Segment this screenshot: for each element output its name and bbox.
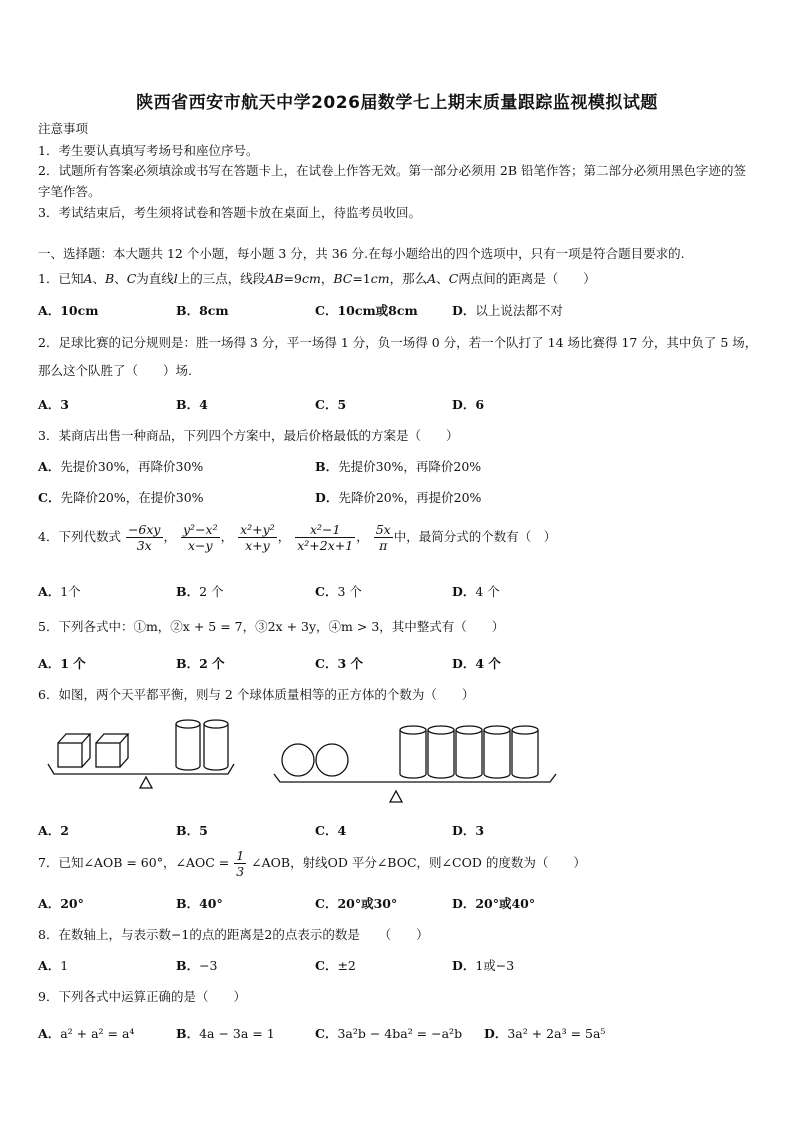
sphere	[316, 744, 348, 776]
option-label: A．	[38, 958, 61, 973]
q8-option-c[interactable]	[315, 958, 356, 974]
q8-option-b[interactable]	[176, 958, 218, 974]
q2-option-d[interactable]	[452, 397, 484, 413]
q1-segment-ab: AB	[265, 271, 284, 286]
option-text: 2 个	[199, 656, 225, 671]
option-text: 20°或40°	[475, 896, 536, 911]
option-label: C．	[315, 823, 338, 838]
q1-part: =1	[352, 271, 371, 286]
fraction	[238, 522, 277, 553]
option-label: C．	[38, 490, 61, 505]
option-text: 3	[475, 823, 485, 838]
cube	[58, 734, 90, 767]
option-text: 先降价20%，再提价20%	[338, 490, 482, 505]
option-label: B．	[176, 823, 200, 838]
question-9: 9．下列各式中运算正确的是（ ）	[38, 989, 246, 1004]
option-text: 8cm	[199, 303, 229, 318]
option-label: D．	[315, 490, 339, 505]
option-text: 1或−3	[475, 958, 515, 973]
option-text: 2 个	[199, 584, 224, 599]
q7-part: ∠AOB，射线OD 平分∠BOC，则∠COD 的度数为（ ）	[251, 855, 586, 870]
option-text: 先降价20%，在提价30%	[60, 490, 204, 505]
denominator: 3x	[136, 538, 152, 553]
notice-item-2: 2．试题所有答案必须填涂或书写在答题卡上，在试卷上作答无效。第一部分必须用 2B 铅笔作答；第二部分必须用黑色字迹的签字笔作答。	[38, 163, 747, 199]
option-label: A．	[38, 303, 61, 318]
q1-part: 两点间的距离是（ ）	[458, 271, 596, 286]
sphere	[282, 744, 314, 776]
option-label: C．	[315, 1026, 338, 1041]
option-text: 以上说法都不对	[475, 303, 563, 318]
q6-option-a[interactable]	[38, 823, 69, 839]
q6-option-c[interactable]	[315, 823, 346, 839]
q4-option-c[interactable]	[315, 584, 362, 600]
q4-option-b[interactable]	[176, 584, 224, 600]
numerator: y²−x²	[183, 522, 218, 537]
separator: ，	[163, 529, 177, 544]
option-text: 2	[60, 823, 69, 838]
numerator: 1	[236, 848, 245, 863]
q1-part: 、	[114, 271, 127, 286]
q1-option-a[interactable]	[38, 303, 98, 319]
option-label: C．	[315, 896, 338, 911]
option-text: 3	[60, 397, 69, 412]
question-8: 8．在数轴上，与表示数−1的点的距离是2的点表示的数是 （ ）	[38, 927, 429, 942]
option-label: C．	[315, 958, 338, 973]
cylinder	[176, 720, 200, 770]
denominator: 3	[236, 864, 245, 879]
q7-option-b[interactable]	[176, 896, 223, 912]
option-label: A．	[38, 397, 61, 412]
fulcrum-triangle	[140, 777, 152, 788]
q6-option-d[interactable]	[452, 823, 484, 839]
cylinder	[484, 726, 510, 778]
option-text: 1	[60, 958, 69, 973]
option-text: 3a² + 2a³ = 5a⁵	[507, 1026, 606, 1041]
q1-part: =9	[283, 271, 302, 286]
option-label: D．	[452, 656, 476, 671]
q7-option-d[interactable]	[452, 896, 535, 912]
option-text: −3	[199, 958, 218, 973]
option-text: 4	[199, 397, 208, 412]
question-7	[38, 848, 586, 879]
q5-option-c[interactable]	[315, 656, 363, 672]
q1-part: ，	[320, 271, 334, 286]
question-6: 6．如图，两个天平都平衡，则与 2 个球体质量相等的正方体的个数为（ ）	[38, 687, 475, 702]
option-label: C．	[315, 303, 338, 318]
q3-option-a[interactable]	[38, 459, 203, 475]
option-label: D．	[452, 303, 476, 318]
q1-part: 、	[92, 271, 105, 286]
option-text: 40°	[199, 896, 223, 911]
q5-option-a[interactable]	[38, 656, 86, 672]
balance-figure	[40, 710, 760, 810]
q5-option-b[interactable]	[176, 656, 225, 672]
question-3: 3．某商店出售一种商品，下列四个方案中，最后价格最低的方案是（ ）	[38, 428, 459, 443]
notice-heading: 注意事项	[38, 121, 89, 136]
q3-option-d[interactable]	[315, 490, 481, 506]
option-label: B．	[315, 459, 339, 474]
option-label: B．	[176, 303, 200, 318]
q1-point-c: C	[126, 271, 137, 286]
fulcrum-triangle	[390, 791, 402, 802]
option-text: 1 个	[60, 656, 86, 671]
q2-option-b[interactable]	[176, 397, 208, 413]
q1-point-a: A	[83, 271, 93, 286]
q9-option-b[interactable]	[176, 1026, 275, 1042]
option-text: 20°或30°	[337, 896, 398, 911]
option-text: 10cm或8cm	[337, 303, 418, 318]
q2-option-a[interactable]	[38, 397, 69, 413]
option-text: 3a²b − 4ba² = −a²b	[337, 1026, 463, 1041]
question-5: 5．下列各式中：①m，②x + 5 = 7，③2x + 3y，④m > 3，其中整式有（ ）	[38, 619, 505, 634]
left-balance	[48, 720, 234, 788]
option-label: C．	[315, 397, 338, 412]
q4-tail: 中，最简分式的个数有（ ）	[393, 529, 557, 544]
numerator: 5x	[375, 522, 391, 537]
q8-option-d[interactable]	[452, 958, 514, 974]
page-title: 陕西省西安市航天中学2026届数学七上期末质量跟踪监视模拟试题	[136, 93, 658, 113]
q1-point-a: A	[427, 271, 437, 286]
q5-option-d[interactable]	[452, 656, 501, 672]
cylinder	[456, 726, 482, 778]
balance-beam	[48, 764, 234, 774]
option-text: 4 个	[475, 656, 501, 671]
q1-option-d[interactable]	[452, 303, 563, 319]
numerator: −6xy	[127, 522, 161, 537]
q1-part: 上的三点，线段	[177, 271, 266, 286]
denominator: x²+2x+1	[297, 538, 354, 553]
option-text: 20°	[60, 896, 84, 911]
q1-part: 1．已知	[38, 271, 84, 286]
cube	[96, 734, 128, 767]
option-label: B．	[176, 397, 200, 412]
option-label: D．	[452, 584, 476, 599]
q1-part: 、	[436, 271, 449, 286]
cylinder	[400, 726, 426, 778]
q1-option-c[interactable]	[315, 303, 418, 319]
option-label: C．	[315, 656, 338, 671]
option-label: A．	[38, 584, 61, 599]
q4-option-d[interactable]	[452, 584, 500, 600]
option-text: 5	[199, 823, 208, 838]
question-2: 2．足球比赛的记分规则是：胜一场得 3 分，平一场得 1 分，负一场得 0 分，若一个队打了 14 场比赛得 17 分，其中负了 5 场，那么这个队胜了（ ）场.	[38, 335, 758, 378]
option-label: B．	[176, 958, 200, 973]
option-label: A．	[38, 459, 61, 474]
q1-line-l: l	[173, 271, 178, 286]
option-text: 5	[337, 397, 347, 412]
q9-option-d[interactable]	[484, 1026, 605, 1042]
q4-lead: 4．下列代数式	[38, 529, 121, 544]
q3-option-b[interactable]	[315, 459, 481, 475]
option-label: B．	[176, 656, 200, 671]
q1-point-b: B	[105, 271, 115, 286]
option-text: ±2	[337, 958, 356, 973]
q1-part: ，那么	[389, 271, 428, 286]
q7-part: 7．已知∠AOB = 60°，∠AOC =	[38, 855, 230, 870]
option-label: D．	[452, 958, 476, 973]
option-text: 先提价30%，再降价20%	[338, 459, 482, 474]
q7-option-c[interactable]	[315, 896, 397, 912]
denominator: π	[379, 538, 388, 553]
option-label: D．	[484, 1026, 508, 1041]
q8-option-a[interactable]	[38, 958, 68, 974]
option-label: A．	[38, 656, 61, 671]
option-text: a² + a² = a⁴	[60, 1026, 135, 1041]
question-4	[38, 522, 556, 553]
notice-item-1: 1．考生要认真填写考场号和座位序号。	[38, 143, 259, 158]
notice-item-3: 3．考试结束后，考生须将试卷和答题卡放在桌面上，待监考员收回。	[38, 205, 421, 220]
cylinder	[204, 720, 228, 770]
option-label: D．	[452, 823, 476, 838]
q7-option-a[interactable]	[38, 896, 84, 912]
q1-part: 为直线	[136, 271, 174, 286]
option-label: A．	[38, 823, 61, 838]
q1-unit: cm	[301, 271, 321, 286]
numerator: x²+y²	[240, 522, 275, 537]
fraction	[126, 522, 163, 553]
option-label: B．	[176, 1026, 200, 1041]
q9-option-a[interactable]	[38, 1026, 134, 1042]
option-label: D．	[452, 896, 476, 911]
option-text: 3 个	[337, 656, 364, 671]
option-label: B．	[176, 896, 200, 911]
option-text: 4a − 3a = 1	[199, 1026, 275, 1041]
separator: ，	[356, 529, 369, 544]
numerator: x²−1	[295, 522, 355, 538]
option-text: 1个	[60, 584, 81, 599]
option-text: 4 个	[475, 584, 500, 599]
section-heading: 一、选择题：本大题共 12 个小题，每小题 3 分，共 36 分.在每小题给出的四个选项中，只有一项是符合题目要求的.	[38, 246, 685, 261]
option-label: C．	[315, 584, 338, 599]
q1-segment-bc: BC	[333, 271, 353, 286]
fraction	[181, 522, 220, 553]
option-label: A．	[38, 1026, 61, 1041]
fraction	[295, 522, 355, 553]
option-label: A．	[38, 896, 61, 911]
option-text: 10cm	[60, 303, 99, 318]
option-text: 6	[475, 397, 485, 412]
right-balance	[274, 726, 556, 802]
q1-unit: cm	[370, 271, 390, 286]
separator: ，	[277, 529, 291, 544]
option-text: 先提价30%，再降价30%	[60, 459, 204, 474]
q9-option-c[interactable]	[315, 1026, 462, 1042]
separator: ，	[220, 529, 234, 544]
fraction	[374, 522, 393, 553]
option-text: 4	[337, 823, 347, 838]
q4-option-a[interactable]	[38, 584, 81, 600]
q3-option-c[interactable]	[38, 490, 204, 506]
option-label: D．	[452, 397, 476, 412]
denominator: x−y	[188, 538, 213, 553]
fraction	[234, 848, 246, 879]
option-label: B．	[176, 584, 200, 599]
cylinder	[512, 726, 538, 778]
denominator: x+y	[245, 538, 270, 553]
q2-option-c[interactable]	[315, 397, 346, 413]
q1-option-b[interactable]	[176, 303, 229, 319]
option-text: 3 个	[337, 584, 362, 599]
cylinder	[428, 726, 454, 778]
q6-option-b[interactable]	[176, 823, 208, 839]
q1-point-c: C	[448, 271, 459, 286]
question-1	[38, 271, 596, 287]
